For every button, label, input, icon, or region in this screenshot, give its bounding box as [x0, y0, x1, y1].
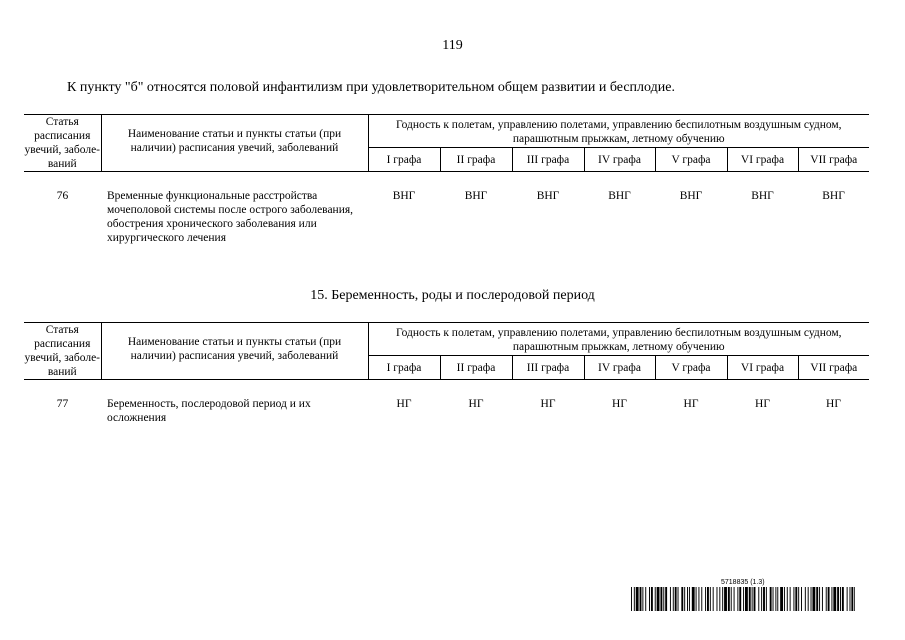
barcode-icon: [631, 587, 855, 611]
header-graph-3: III графа: [512, 148, 584, 172]
verdict-graph-7: ВНГ: [822, 190, 845, 202]
table-row: [24, 172, 869, 246]
header-fitness: Годность к полетам, управлению полетами, управлению беспилотным воздушным судном, парашютным прыжкам, летному обучению: [368, 323, 869, 356]
header-graph-1: I графа: [368, 148, 440, 172]
header-graph-4: IV графа: [584, 356, 655, 380]
header-graph-1: I графа: [368, 356, 440, 380]
header-article: Статья расписания увечий, заболе-ваний: [24, 116, 101, 170]
header-fitness: Годность к полетам, управлению полетами, управлению беспилотным воздушным судном, парашютным прыжкам, летному обучению: [368, 115, 869, 148]
header-graph-5: V графа: [655, 148, 727, 172]
verdict-graph-1: ВНГ: [392, 190, 416, 202]
page-number: 119: [442, 38, 463, 53]
verdict-graph-6: ВНГ: [751, 190, 774, 202]
verdict-graph-4: ВНГ: [608, 190, 631, 202]
article-number: 77: [56, 398, 69, 410]
verdict-graph-7: НГ: [826, 398, 842, 410]
header-name: Наименование статьи и пункты статьи (при наличии) расписания увечий, заболеваний: [101, 323, 368, 380]
header-graph-4: IV графа: [584, 148, 655, 172]
table-row: [24, 380, 869, 426]
article-name: Беременность, послеродовой период и их осложнения: [107, 398, 311, 424]
verdict-graph-5: НГ: [683, 398, 699, 410]
header-name: Наименование статьи и пункты статьи (при наличии) расписания увечий, заболеваний: [101, 115, 368, 172]
verdict-graph-2: НГ: [468, 398, 484, 410]
verdict-graph-5: ВНГ: [679, 190, 703, 202]
header-graph-7: VII графа: [798, 148, 869, 172]
header-graph-6: VI графа: [727, 356, 798, 380]
schedule-table-1: [24, 114, 869, 245]
header-graph-7: VII графа: [798, 356, 869, 380]
header-graph-6: VI графа: [727, 148, 798, 172]
header-graph-2: II графа: [440, 148, 512, 172]
article-number: 76: [56, 190, 69, 202]
intro-paragraph: К пункту "б" относятся половой инфантилизм при удовлетворительном общем развитии и бесплодие.: [67, 80, 675, 95]
header-graph-2: II графа: [440, 356, 512, 380]
verdict-graph-3: НГ: [540, 398, 556, 410]
verdict-graph-4: НГ: [612, 398, 627, 410]
verdict-graph-6: НГ: [755, 398, 770, 410]
verdict-graph-2: ВНГ: [464, 190, 488, 202]
header-graph-3: III графа: [512, 356, 584, 380]
verdict-graph-3: ВНГ: [536, 190, 560, 202]
article-name: Временные функциональные расстройства мочеполовой системы после острого заболевания, обострения хронического заболевания или хирургического лечения: [107, 190, 354, 244]
header-graph-5: V графа: [655, 356, 727, 380]
section-title: 15. Беременность, роды и послеродовой период: [310, 288, 595, 303]
verdict-graph-1: НГ: [396, 398, 412, 410]
barcode-caption: 5718835 (1.3): [721, 579, 765, 586]
header-article: Статья расписания увечий, заболе-ваний: [24, 324, 101, 378]
schedule-table-2: [24, 322, 869, 425]
